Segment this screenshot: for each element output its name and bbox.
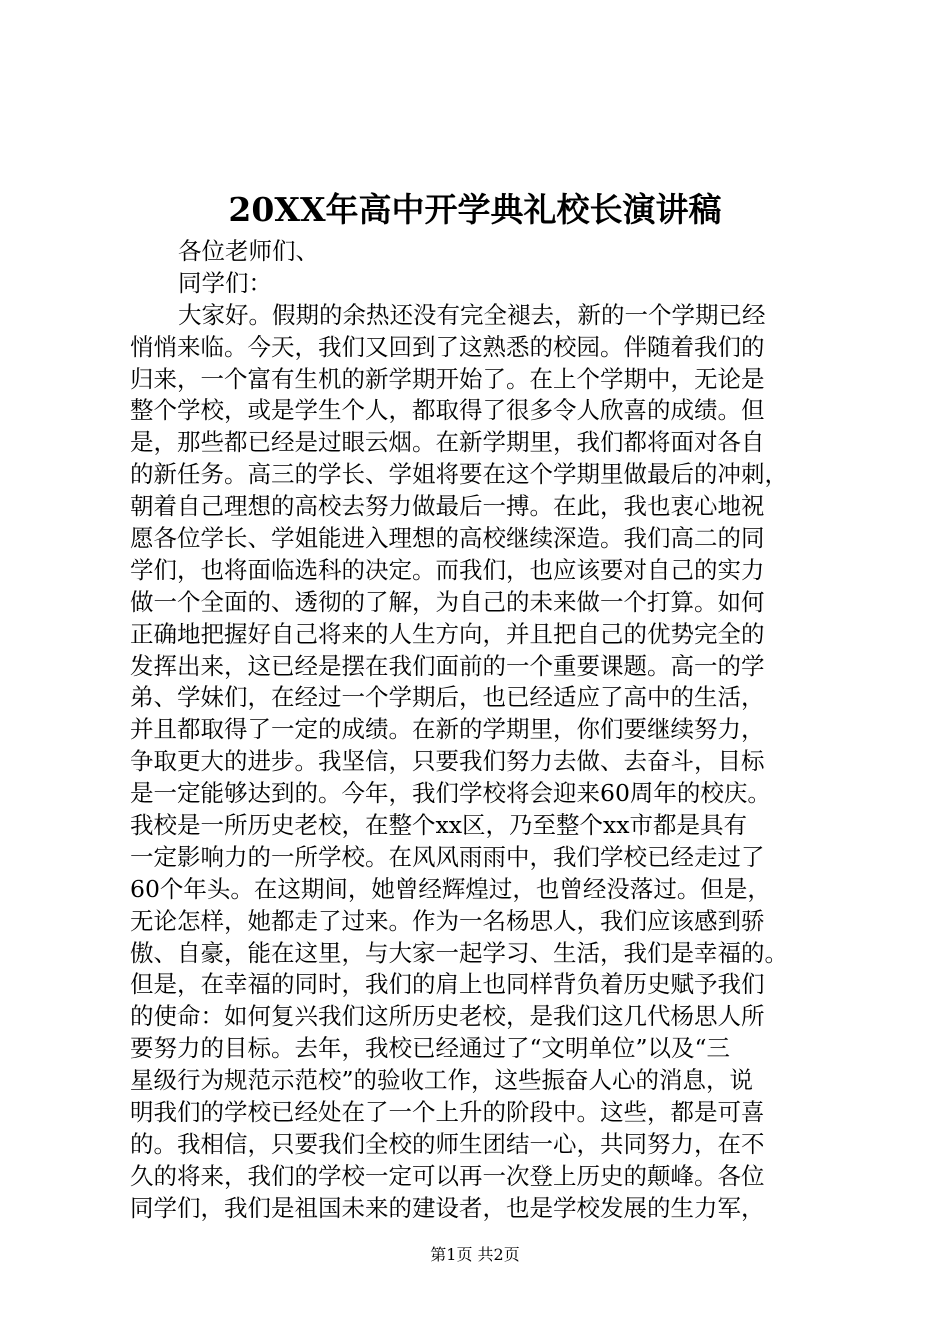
paragraph-line: 的新任务。高三的学长、学姐将要在这个学期里做最后的冲刺，: [130, 460, 788, 489]
paragraph-line: 愿各位学长、学姐能进入理想的高校继续深造。我们高二的同: [130, 524, 765, 553]
paragraph-line: 整个学校，或是学生个人，都取得了很多令人欣喜的成绩。但: [130, 396, 765, 425]
paragraph-line: 星级行为规范示范校”的验收工作，这些振奋人心的消息，说: [130, 1066, 754, 1095]
paragraph-line: 争取更大的进步。我坚信，只要我们努力去做、去奋斗，目标: [130, 747, 765, 776]
document-body: [130, 236, 840, 1225]
paragraph-line: 明我们的学校已经处在了一个上升的阶段中。这些，都是可喜: [130, 1098, 765, 1127]
paragraph-line: 久的将来，我们的学校一定可以再一次登上历史的颠峰。各位: [130, 1161, 765, 1190]
page-footer: 第1页 共2页: [430, 1245, 520, 1264]
paragraph-line: 悄悄来临。今天，我们又回到了这熟悉的校园。伴随着我们的: [130, 332, 765, 361]
paragraph-line: 大家好。假期的余热还没有完全褪去，新的一个学期已经: [178, 300, 766, 329]
paragraph-line: 是一定能够达到的。今年，我们学校将会迎来60周年的校庆。: [130, 779, 771, 808]
paragraph-line: 同学们，我们是祖国未来的建设者，也是学校发展的生力军，: [130, 1193, 765, 1222]
paragraph-line: 并且都取得了一定的成绩。在新的学期里，你们要继续努力，: [130, 715, 765, 744]
paragraph-line: 正确地把握好自己将来的人生方向，并且把自己的优势完全的: [130, 619, 765, 648]
paragraph-line: 做一个全面的、透彻的了解，为自己的未来做一个打算。如何: [130, 587, 765, 616]
salutation-line: 各位老师们、: [178, 237, 319, 265]
paragraph-line: 傲、自豪，能在这里，与大家一起学习、生活，我们是幸福的。: [130, 938, 788, 967]
document-title: 20XX年高中开学典礼校长演讲稿: [228, 190, 722, 229]
paragraph-line: 发挥出来，这已经是摆在我们面前的一个重要课题。高一的学: [130, 651, 765, 680]
paragraph-line: 朝着自己理想的高校去努力做最后一搏。在此，我也衷心地祝: [130, 492, 765, 521]
paragraph-line: 要努力的目标。去年，我校已经通过了“文明单位”以及“三: [130, 1034, 731, 1063]
paragraph-line: 学们，也将面临选科的决定。而我们，也应该要对自己的实力: [130, 555, 765, 584]
paragraph-line: 归来，一个富有生机的新学期开始了。在上个学期中，无论是: [130, 364, 765, 393]
paragraph-line: 我校是一所历史老校，在整个xx区，乃至整个xx市都是具有: [130, 811, 748, 840]
paragraph-line: 是，那些都已经是过眼云烟。在新学期里，我们都将面对各自: [130, 428, 765, 457]
speech-paragraph: [130, 300, 840, 1225]
paragraph-line: 弟、学妹们，在经过一个学期后，也已经适应了高中的生活，: [130, 683, 765, 712]
paragraph-line: 的。我相信，只要我们全校的师生团结一心，共同努力，在不: [130, 1129, 765, 1158]
paragraph-line: 60个年头。在这期间，她曾经辉煌过，也曾经没落过。但是，: [130, 874, 771, 903]
paragraph-line: 无论怎样，她都走了过来。作为一名杨思人，我们应该感到骄: [130, 906, 765, 935]
paragraph-line: 一定影响力的一所学校。在风风雨雨中，我们学校已经走过了: [130, 842, 765, 871]
salutation-line: 同学们：: [178, 268, 272, 297]
paragraph-line: 但是，在幸福的同时，我们的肩上也同样背负着历史赋予我们: [130, 970, 765, 999]
paragraph-line: 的使命：如何复兴我们这所历史老校，是我们这几代杨思人所: [130, 1002, 765, 1031]
